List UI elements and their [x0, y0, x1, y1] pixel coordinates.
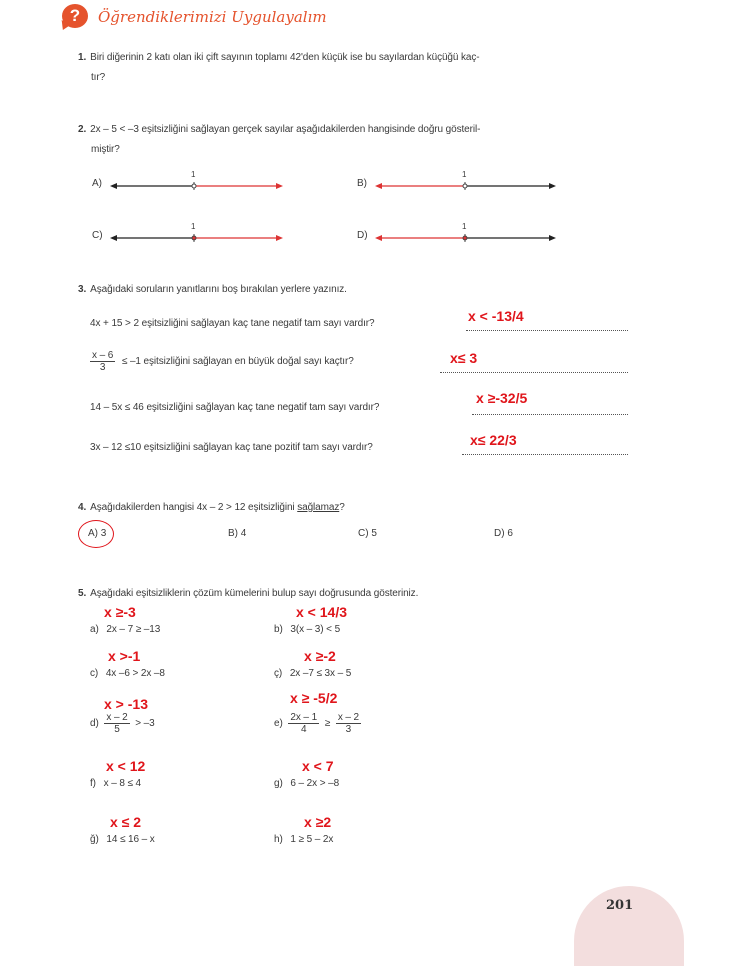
item-label: f)	[90, 778, 96, 789]
q5-item-a	[90, 620, 160, 640]
item-text: ≤ –1 eşitsizliğini sağlayan en büyük doğal sayı kaçtır?	[121, 356, 354, 368]
q5-item-gg	[90, 830, 155, 850]
question-number: 3.	[78, 284, 87, 295]
question-4	[78, 498, 638, 518]
question-text: 2x – 5 < –3 eşitsizliğini sağlayan gerçek sayılar aşağıdakilerden hangisinde doğru gösteril-	[90, 124, 481, 135]
option-label: D)	[357, 230, 368, 241]
item-expr: x – 8 ≤ 4	[103, 778, 141, 789]
item-label: ğ)	[90, 834, 99, 845]
item-label: c)	[90, 668, 99, 679]
handwritten-answer: x ≤ 2	[110, 814, 142, 830]
question-number: 5.	[78, 588, 87, 599]
handwritten-answer: x ≥-32/5	[476, 390, 528, 406]
answer-line[interactable]	[462, 454, 628, 455]
handwritten-answer: x ≥-2	[304, 648, 336, 664]
fraction: $\frac{x - 2}{5}$	[106, 712, 128, 735]
question-mark: ?	[339, 502, 345, 513]
number-line-d	[373, 228, 563, 248]
fraction: $\frac{x - 6}{3}$	[92, 350, 114, 373]
number-line-c	[108, 228, 288, 248]
handwritten-answer: x≤ 3	[450, 350, 478, 366]
item-expr: 6 – 2x > –8	[290, 778, 340, 789]
item-expr: 1 ≥ 5 – 2x	[290, 834, 334, 845]
option-a[interactable]: A) 3	[88, 528, 107, 539]
tick-label: 1	[191, 222, 196, 231]
q3-item-2	[90, 350, 630, 380]
handwritten-answer: x≤ 22/3	[470, 432, 517, 448]
option-label: B)	[357, 178, 367, 189]
handwritten-answer: x > -13	[104, 696, 148, 712]
question-text: Aşağıdaki eşitsizliklerin çözüm kümelerini bulup sayı doğrusunda gösteriniz.	[90, 588, 419, 599]
question-text-cont: tır?	[91, 72, 106, 83]
item-expr: 4x –6 > 2x –8	[105, 668, 165, 679]
item-expr: ≥	[324, 718, 331, 730]
item-label: b)	[274, 624, 283, 635]
fraction: $\frac{x - 2}{3}$	[337, 712, 359, 735]
q5-item-c	[90, 664, 165, 684]
option-d[interactable]: D) 6	[494, 528, 513, 539]
item-label: ç)	[274, 668, 283, 679]
number-line-b	[373, 176, 563, 196]
section-title: Öğrendiklerimizi Uygulayalım	[98, 8, 327, 26]
item-label: h)	[274, 834, 283, 845]
q5-item-g	[274, 774, 339, 794]
question-number: 2.	[78, 124, 87, 135]
item-label: d)	[90, 718, 99, 730]
header	[62, 2, 422, 32]
option-a[interactable]	[92, 170, 292, 196]
fraction: $\frac{2x - 1}{4}$	[290, 712, 318, 735]
option-c[interactable]	[92, 222, 292, 248]
option-c[interactable]: C) 5	[358, 528, 377, 539]
handwritten-answer: x < 12	[106, 758, 146, 774]
handwritten-answer: x ≥-3	[104, 604, 136, 620]
question-mark-icon: ?	[62, 4, 88, 28]
tick-label: 1	[191, 170, 196, 179]
handwritten-answer: x < 7	[302, 758, 334, 774]
item-text: 4x + 15 > 2 eşitsizliğini sağlayan kaç tane negatif tam sayı vardır?	[90, 318, 375, 329]
question-3	[78, 280, 638, 300]
q3-item-3	[90, 398, 630, 418]
handwritten-answer: x < 14/3	[296, 604, 347, 620]
item-label: g)	[274, 778, 283, 789]
question-number: 4.	[78, 502, 87, 513]
question-text: Aşağıdaki soruların yanıtlarını boş bırakılan yerlere yazınız.	[90, 284, 347, 295]
q5-item-h	[274, 830, 333, 850]
item-expr: 2x – 7 ≥ –13	[106, 624, 161, 635]
answer-line[interactable]	[466, 330, 628, 331]
item-label: a)	[90, 624, 99, 635]
item-expr: 2x –7 ≤ 3x – 5	[289, 668, 352, 679]
q5-item-e	[274, 712, 361, 746]
question-5	[78, 584, 638, 604]
item-label: e)	[274, 718, 283, 730]
question-2	[78, 120, 638, 160]
question-text-cont: miştir?	[91, 144, 120, 155]
answer-line[interactable]	[440, 372, 628, 373]
handwritten-answer: x ≥2	[304, 814, 332, 830]
q3-item-4	[90, 438, 630, 458]
item-expr: > –3	[135, 718, 155, 730]
question-number: 1.	[78, 52, 87, 63]
option-d[interactable]	[357, 222, 567, 248]
underlined-word: sağlamaz	[297, 502, 340, 513]
answer-line[interactable]	[472, 414, 628, 415]
handwritten-answer: x ≥ -5/2	[290, 690, 338, 706]
q5-item-d	[90, 712, 155, 746]
handwritten-answer: x >-1	[108, 648, 141, 664]
item-expr: 14 ≤ 16 – x	[106, 834, 155, 845]
tick-label: 1	[462, 222, 467, 231]
option-b[interactable]	[357, 170, 567, 196]
item-expr: 3(x – 3) < 5	[290, 624, 341, 635]
q5-item-cc	[274, 664, 351, 684]
item-text: 14 – 5x ≤ 46 eşitsizliğini sağlayan kaç tane negatif tam sayı vardır?	[90, 402, 380, 413]
q5-item-b	[274, 620, 340, 640]
tick-label: 1	[462, 170, 467, 179]
number-line-a	[108, 176, 288, 196]
question-1	[78, 48, 638, 88]
page-number: 201	[606, 898, 634, 913]
q5-item-f	[90, 774, 141, 794]
q3-item-1	[90, 314, 630, 334]
handwritten-answer: x < -13/4	[468, 308, 524, 324]
circle-mark	[78, 520, 114, 548]
option-label: A)	[92, 178, 102, 189]
item-text: 3x – 12 ≤10 eşitsizliğini sağlayan kaç tane pozitif tam sayı vardır?	[90, 442, 373, 453]
option-b[interactable]: B) 4	[228, 528, 247, 539]
question-text: Aşağıdakilerden hangisi 4x – 2 > 12 eşitsizliğini	[90, 502, 295, 513]
question-text: Biri diğerinin 2 katı olan iki çift sayının toplamı 42'den küçük ise bu sayılardan küçüğü kaç-	[90, 52, 480, 63]
option-label: C)	[92, 230, 103, 241]
